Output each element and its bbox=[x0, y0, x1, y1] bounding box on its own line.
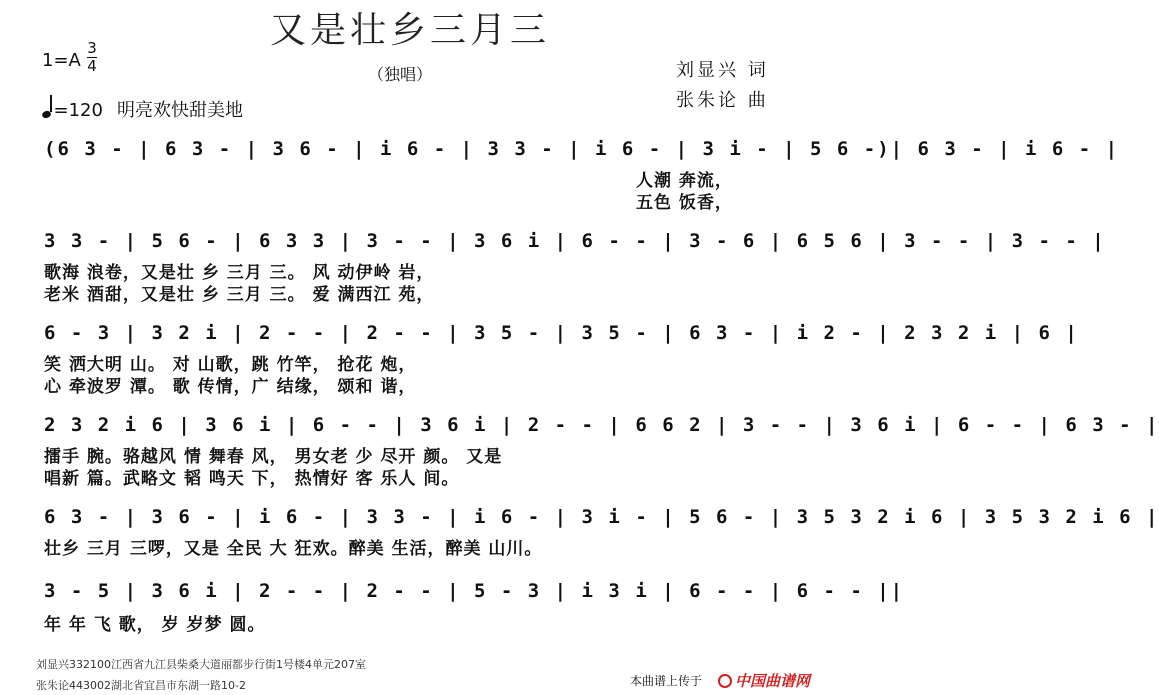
key-signature: 1=A bbox=[42, 50, 81, 71]
staff-6-notes: 3 - 5 | 3 6 i | 2 - - | 2 - - | 5 - 3 | i 3 i | 6 - - | 6 - - || bbox=[44, 580, 905, 602]
note-stem-icon bbox=[50, 95, 52, 112]
lyricist-credit: 刘显兴 词 bbox=[676, 60, 769, 81]
time-signature-bottom: 4 bbox=[87, 57, 97, 75]
page-title: 又是壮乡三月三 bbox=[269, 10, 550, 51]
tempo-mood: 明亮欢快甜美地 bbox=[116, 100, 243, 121]
tempo-value: =120 bbox=[53, 100, 103, 121]
staff-3-verse-1: 笑 洒大明 山。 对 山歌，跳 竹竿， 抢花 炮， bbox=[44, 355, 417, 375]
staff-5-verse-1: 壮乡 三月 三啰，又是 全民 大 狂欢。醉美 生活，醉美 山川。 bbox=[44, 539, 543, 559]
staff-1-verse-2: 五色 饭香， bbox=[636, 193, 733, 213]
time-signature-top: 3 bbox=[87, 39, 97, 57]
staff-1-notes: (6 3 - | 6 3 - | 3 6 - | i 6 - | 3 3 - | i 6 - | 3 i - | 5 6 -)| 6 3 - | i 6 - | bbox=[44, 138, 1120, 160]
staff-1-verse-1: 人潮 奔流， bbox=[636, 171, 733, 191]
composer-credit: 张朱论 曲 bbox=[676, 90, 769, 111]
footer-address-composer: 张朱论443002湖北省宜昌市东湖一路10-2 bbox=[36, 679, 246, 692]
staff-3-notes: 6 - 3 | 3 2 i | 2 - - | 2 - - | 3 5 - | 3 5 - | 6 3 - | i 2 - | 2 3 2 i | 6 | bbox=[44, 322, 1079, 344]
staff-2-notes: 3 3 - | 5 6 - | 6 3 3 | 3 - - | 3 6 i | 6 - - | 3 - 6 | 6 5 6 | 3 - - | 3 - - | bbox=[44, 230, 1106, 252]
staff-6-verse-1: 年 年 飞 歌， 岁 岁梦 圆。 bbox=[44, 615, 266, 635]
subtitle: （独唱） bbox=[368, 65, 433, 84]
upload-note: 本曲谱上传于 bbox=[630, 674, 703, 688]
staff-4-verse-1: 擂手 腕。骆越风 情 舞春 风， 男女老 少 尽开 颜。 又是 bbox=[44, 447, 503, 467]
staff-2-verse-1: 歌海 浪卷，又是壮 乡 三月 三。 风 动伊岭 岩， bbox=[44, 263, 435, 283]
footer-address-lyricist: 刘显兴332100江西省九江县柴桑大道丽都步行街1号楼4单元207室 bbox=[36, 658, 366, 671]
site-logo[interactable] bbox=[718, 670, 810, 691]
site-logo-icon bbox=[718, 674, 732, 688]
time-signature bbox=[86, 40, 98, 75]
staff-4-notes: 2 3 2 i 6 | 3 6 i | 6 - - | 3 6 i | 2 - - | 6 6 2 | 3 - - | 3 6 i | 6 - - | 6 3 - | bbox=[44, 414, 1159, 436]
staff-2-verse-2: 老米 酒甜，又是壮 乡 三月 三。 爱 满西江 苑， bbox=[44, 285, 435, 305]
staff-5-notes: 6 3 - | 3 6 - | i 6 - | 3 3 - | i 6 - | 3 i - | 5 6 - | 3 5 3 2 i 6 | 3 5 3 2 i 6 | bbox=[44, 506, 1159, 528]
site-logo-text: 中国曲谱网 bbox=[735, 672, 811, 690]
staff-3-verse-2: 心 牵波罗 潭。 歌 传情，广 结缘， 颂和 谐， bbox=[44, 377, 417, 397]
staff-4-verse-2: 唱新 篇。武略文 韬 鸣天 下， 热情好 客 乐人 间。 bbox=[44, 469, 460, 489]
tempo-marking bbox=[42, 96, 243, 122]
